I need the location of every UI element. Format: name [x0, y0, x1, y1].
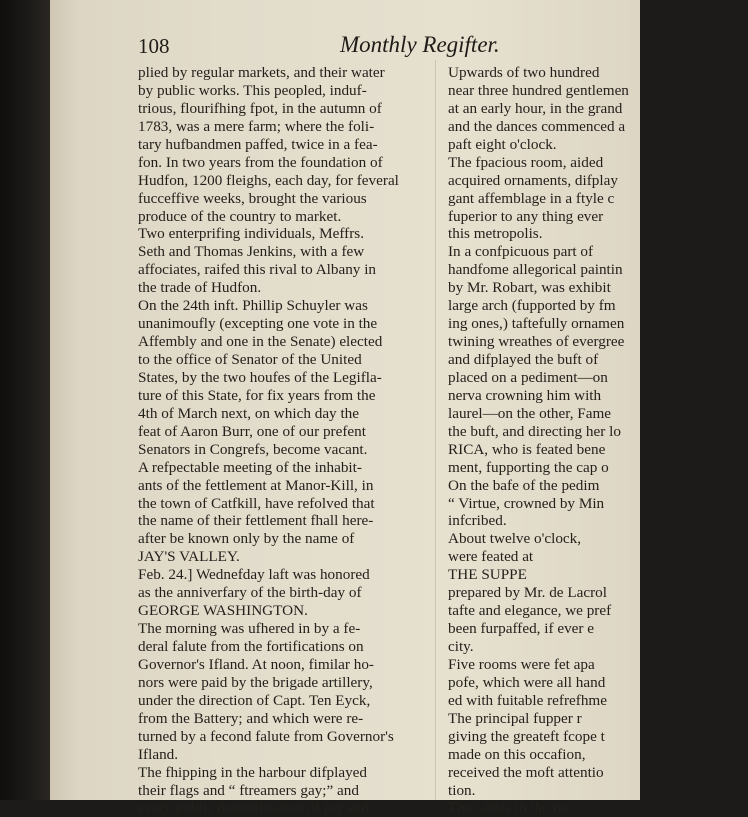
text-line: produce of the country to market.	[138, 207, 342, 225]
text-line: unanimoufly (excepting one vote in the	[138, 315, 378, 333]
text-line: Hudfon, 1200 fleighs, each day, for feveral	[138, 171, 399, 189]
text-line: tary hufbandmen paffed, twice in a fea-	[138, 135, 378, 153]
text-line: ture of this State, for fix years from the	[138, 386, 376, 404]
text-line: to the office of Senator of the United	[138, 351, 362, 368]
text-line: trious, flourifhing fpot, in the autumn of	[138, 99, 382, 117]
text-line: pofe, which were all hand	[448, 673, 606, 691]
text-line: THE SUPPE	[448, 566, 527, 584]
text-line: turned by a fecond falute from Governor's	[138, 727, 394, 745]
text-line: prepared by Mr. de Lacrol	[448, 584, 607, 602]
text-line: 4th of March next, on which day the	[138, 404, 360, 422]
text-line: from the Battery; and which were re-	[138, 709, 364, 727]
text-line: the trade of Hudfon.	[138, 279, 262, 297]
book-spine-shadow	[0, 0, 50, 800]
text-line: affociates, raifed this rival to Albany in	[138, 261, 377, 279]
text-line: were feated at	[448, 548, 534, 566]
text-line: city.	[448, 638, 474, 655]
text-line: Five rooms were fet apa	[448, 655, 595, 673]
text-line: “ Virtue, crowned by Min	[448, 494, 605, 512]
left-text-column	[138, 64, 432, 817]
text-line: and difplayed the buft of	[448, 351, 599, 368]
text-line: fon. In two years from the foundation of	[138, 153, 383, 171]
text-line: large arch (fupported by fm	[448, 297, 616, 315]
text-line: 1783, was a mere farm; where the foli-	[138, 117, 375, 135]
text-line: fucceffive weeks, brought the various	[138, 189, 367, 207]
right-text-column	[448, 64, 748, 817]
text-line: Upwards of two hundred	[448, 64, 600, 81]
text-line: paft eight o'clock.	[448, 135, 557, 153]
text-line: A refpectable meeting of the inhabit-	[138, 458, 362, 476]
text-line: About twelve o'clock,	[448, 530, 582, 548]
text-line: nors were paid by the brigade artillery,	[138, 673, 373, 691]
text-line: and the dances commenced a	[448, 117, 626, 135]
text-line: giving the greateft fcope t	[448, 727, 605, 745]
text-line: feat of Aaron Burr, one of our prefent	[138, 422, 366, 440]
text-line: tafte and elegance, we pref	[448, 602, 612, 620]
text-line: handfome allegorical paintin	[448, 261, 623, 279]
text-line: under the direction of Capt. Ten Eyck,	[138, 691, 371, 709]
text-line: this metropolis.	[448, 225, 543, 243]
text-line: Affembly and one in the Senate) elected	[138, 333, 383, 351]
text-line: been furpaffed, if ever e	[448, 620, 595, 638]
text-line: tion.	[448, 781, 476, 799]
text-line: The morning was ufhered in by a fe-	[138, 620, 361, 638]
text-line: deral falute from the fortifications on	[138, 638, 364, 655]
text-line: received the moft attentio	[448, 763, 604, 781]
text-line: The fhipping in the harbour difplayed	[138, 763, 368, 781]
column-gutter	[435, 60, 436, 800]
text-line: the name of their fettlement fhall here-	[138, 512, 374, 530]
text-line: made on this occafion,	[448, 745, 586, 763]
text-line: plied by regular markets, and their water	[138, 64, 385, 81]
text-line: laurel—on the other, Fame	[448, 404, 612, 422]
text-line: The tables in the roo	[448, 799, 573, 817]
text-line: acquired ornaments, difplay	[448, 171, 618, 189]
text-line: States, by the two houfes of the Legifla-	[138, 368, 382, 386]
text-line: RICA, who is feated bene	[448, 440, 606, 458]
text-line: placed on a pediment—on	[448, 368, 608, 386]
text-line: The fpacious room, aided	[448, 153, 604, 171]
text-line: the town of Catfkill, have refolved that	[138, 494, 375, 512]
text-line: On the bafe of the pedim	[448, 476, 600, 494]
text-line: infcribed.	[448, 512, 507, 530]
text-line: ed with fuitable refrefhme	[448, 691, 607, 709]
page-number: 108	[138, 34, 170, 58]
text-line: ants of the fettlement at Manor-Kill, in	[138, 476, 374, 494]
text-line: by Mr. Robart, was exhibit	[448, 279, 611, 297]
text-line: Senators in Congrefs, become vacant.	[138, 440, 368, 458]
text-line: twining wreathes of evergree	[448, 333, 625, 351]
text-line: their flags and “ ftreamers gay;” and	[138, 781, 359, 799]
text-line: every public demonftration of joy and	[138, 799, 369, 817]
running-head-title: Monthly Regifter.	[340, 32, 500, 57]
newspaper-page	[50, 0, 640, 817]
text-line: In a confpicuous part of	[448, 243, 594, 261]
text-line: at an early hour, in the grand	[448, 99, 623, 117]
text-line: ment, fupporting the cap o	[448, 458, 609, 476]
text-line: Two enterprifing individuals, Meffrs.	[138, 225, 365, 243]
text-line: Governor's Ifland. At noon, fimilar ho-	[138, 655, 374, 673]
text-line: JAY'S VALLEY.	[138, 548, 240, 566]
text-line: by public works. This peopled, induf-	[138, 81, 367, 99]
text-line: fuperior to any thing ever	[448, 207, 604, 225]
text-line: Feb. 24.] Wednefday laft was honored	[138, 566, 370, 584]
text-line: ing ones,) taftefully ornamen	[448, 315, 625, 333]
text-line: On the 24th inft. Phillip Schuyler was	[138, 297, 368, 315]
text-line: gant affemblage in a ftyle c	[448, 189, 615, 207]
text-line: near three hundred gentlemen	[448, 81, 629, 99]
text-line: after be known only by the name of	[138, 530, 355, 548]
text-line: The principal fupper r	[448, 709, 582, 727]
text-line: Ifland.	[138, 745, 179, 763]
text-line: as the anniverfary of the birth-day of	[138, 584, 362, 602]
text-line: Seth and Thomas Jenkins, with a few	[138, 243, 365, 261]
text-line: the buft, and directing her lo	[448, 422, 621, 440]
text-line: GEORGE WASHINGTON.	[138, 602, 308, 620]
text-line: nerva crowning him with	[448, 386, 602, 404]
